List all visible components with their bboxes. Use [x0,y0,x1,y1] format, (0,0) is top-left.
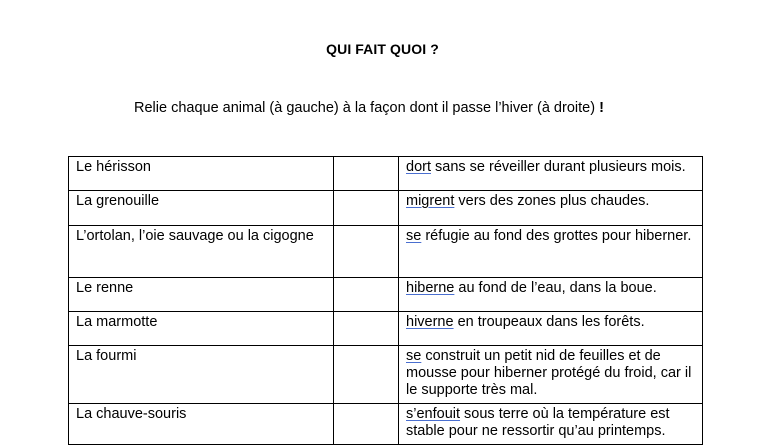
instruction-body: Relie chaque animal (à gauche) à la façon dont il passe l’hiver (à droite) [134,100,600,116]
page-title: QUI FAIT QUOI ? [326,41,439,57]
animal-cell: La grenouille [69,191,334,226]
table-row [69,346,703,404]
link-gap-cell[interactable] [334,191,399,226]
wintering-text: construit un petit nid de feuilles et de mousse pour hiberner protégé du froid, car il le supporte très mal. [406,348,692,398]
wintering-cell [399,226,703,278]
table-row [69,226,703,278]
animal-cell: Le renne [69,278,334,312]
wintering-text: vers des zones plus chaudes. [454,193,650,209]
table-row [69,312,703,346]
wintering-text: réfugie au fond des grottes pour hiberner. [421,228,692,244]
wintering-cell [399,157,703,191]
instruction-text [134,100,604,116]
matching-table [68,156,703,445]
table-row [69,191,703,226]
table-row [69,404,703,445]
link-gap-cell[interactable] [334,157,399,191]
spellcheck-word: dort [406,159,431,175]
spellcheck-word: migrent [406,193,455,209]
wintering-text: sous terre où la température est stable pour ne ressortir qu’au printemps. [406,406,670,439]
wintering-text: au fond de l’eau, dans la boue. [454,280,657,296]
spellcheck-word: s’enfouit [406,406,461,422]
link-gap-cell[interactable] [334,312,399,346]
animal-cell: Le hérisson [69,157,334,191]
wintering-text: en troupeaux dans les forêts. [453,314,645,330]
animal-cell: La fourmi [69,346,334,404]
wintering-cell [399,191,703,226]
spellcheck-word: se [406,348,422,364]
link-gap-cell[interactable] [334,278,399,312]
wintering-cell [399,312,703,346]
spellcheck-word: hiverne [406,314,454,330]
wintering-cell [399,278,703,312]
spellcheck-word: se [406,228,422,244]
animal-cell: La marmotte [69,312,334,346]
wintering-cell [399,346,703,404]
link-gap-cell[interactable] [334,226,399,278]
link-gap-cell[interactable] [334,346,399,404]
wintering-text: sans se réveiller durant plusieurs mois. [431,159,686,175]
link-gap-cell[interactable] [334,404,399,445]
table-row [69,278,703,312]
animal-cell: La chauve-souris [69,404,334,445]
spellcheck-word: hiberne [406,280,455,296]
instruction-end-mark: ! [599,100,604,116]
table-row [69,157,703,191]
animal-cell: L’ortolan, l’oie sauvage ou la cigogne [69,226,334,278]
wintering-cell [399,404,703,445]
